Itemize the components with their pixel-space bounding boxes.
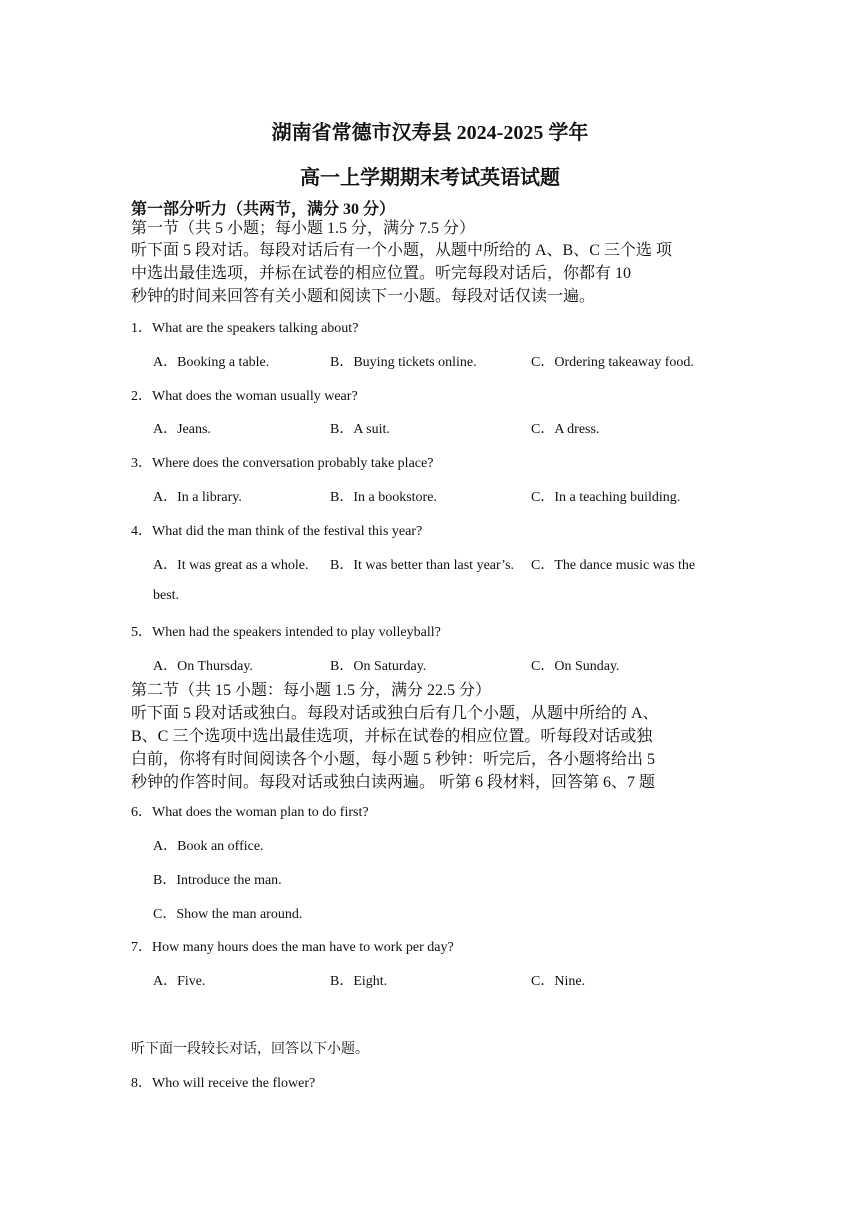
question-2-stem: 2．What does the woman usually wear?: [131, 389, 358, 404]
section1-instructions-line3: 秒钟的时间来回答有关小题和阅读下一小题。每段对话仅读一遍。: [131, 288, 596, 305]
question-3-stem: 3．Where does the conversation probably take place?: [131, 456, 434, 471]
question-2-option-a: A．Jeans.: [153, 422, 211, 437]
question-7-stem: 7．How many hours does the man have to work per day?: [131, 940, 454, 955]
question-4-option-c: C．The dance music was the: [531, 558, 696, 573]
question-4-option-a: A．It was great as a whole.: [153, 558, 309, 573]
question-5-stem: 5．When had the speakers intended to play volleyball?: [131, 625, 441, 640]
question-4-option-b: B．It was better than last year’s.: [330, 558, 515, 573]
question-2-option-c: C．A dress.: [531, 422, 600, 437]
question-8-stem: 8．Who will receive the flower?: [131, 1076, 316, 1091]
question-5-option-c: C．On Sunday.: [531, 659, 620, 674]
section1-instructions-line1: 听下面 5 段对话。每段对话后有一个小题，从题中所给的 A、B、C 三个选 项: [131, 242, 672, 259]
section2-instructions-line1: 听下面 5 段对话或独白。每段对话或独白后有几个小题，从题中所给的 A、: [131, 705, 659, 722]
exam-title-line1: 湖南省常德市汉寿县 2024-2025 学年: [271, 122, 589, 144]
section1-instructions-line2: 中选出最佳选项，并标在试卷的相应位置。听完每段对话后，你都有 10: [131, 265, 632, 282]
question-7-option-a: A．Five.: [153, 974, 206, 989]
question-3-option-a: A．In a library.: [153, 490, 242, 505]
question-3-option-b: B．In a bookstore.: [330, 490, 437, 505]
section2-heading: 第二节（共 15 小题：每小题 1.5 分，满分 22.5 分）: [131, 682, 492, 699]
question-1-option-c: C．Ordering takeaway food.: [531, 355, 694, 370]
section2-instructions-line2: B、C 三个选项中选出最佳选项，并标在试卷的相应位置。听每段对话或独: [131, 728, 653, 745]
question-4-stem: 4．What did the man think of the festival this year?: [131, 524, 423, 539]
question-2-option-b: B．A suit.: [330, 422, 390, 437]
section1-heading: 第一节（共 5 小题；每小题 1.5 分，满分 7.5 分）: [131, 220, 476, 237]
question-6-option-a: A．Book an office.: [153, 839, 264, 854]
question-7-option-b: B．Eight.: [330, 974, 388, 989]
longer-dialogue-note: 听下面一段较长对话，回答以下小题。: [131, 1042, 369, 1057]
question-4-option-c-wrap: best.: [153, 588, 180, 603]
question-3-option-c: C．In a teaching building.: [531, 490, 681, 505]
question-5-option-b: B．On Saturday.: [330, 659, 427, 674]
question-1-option-b: B．Buying tickets online.: [330, 355, 477, 370]
question-6-option-b: B．Introduce the man.: [153, 873, 282, 888]
section2-instructions-line4: 秒钟的作答时间。每段对话或独白读两遍。 听第 6 段材料，回答第 6、7 题: [131, 774, 656, 791]
section2-instructions-line3: 白前，你将有时间阅读各个小题，每小题 5 秒钟：听完后，各小题将给出 5: [131, 751, 656, 768]
exam-title-line2: 高一上学期期末考试英语试题: [300, 167, 560, 189]
question-6-option-c: C．Show the man around.: [153, 907, 303, 922]
question-1-option-a: A．Booking a table.: [153, 355, 270, 370]
question-5-option-a: A．On Thursday.: [153, 659, 253, 674]
part1-heading: 第一部分听力（共两节，满分 30 分）: [131, 201, 396, 218]
question-7-option-c: C．Nine.: [531, 974, 586, 989]
question-6-stem: 6．What does the woman plan to do first?: [131, 805, 369, 820]
question-1-stem: 1．What are the speakers talking about?: [131, 321, 359, 336]
